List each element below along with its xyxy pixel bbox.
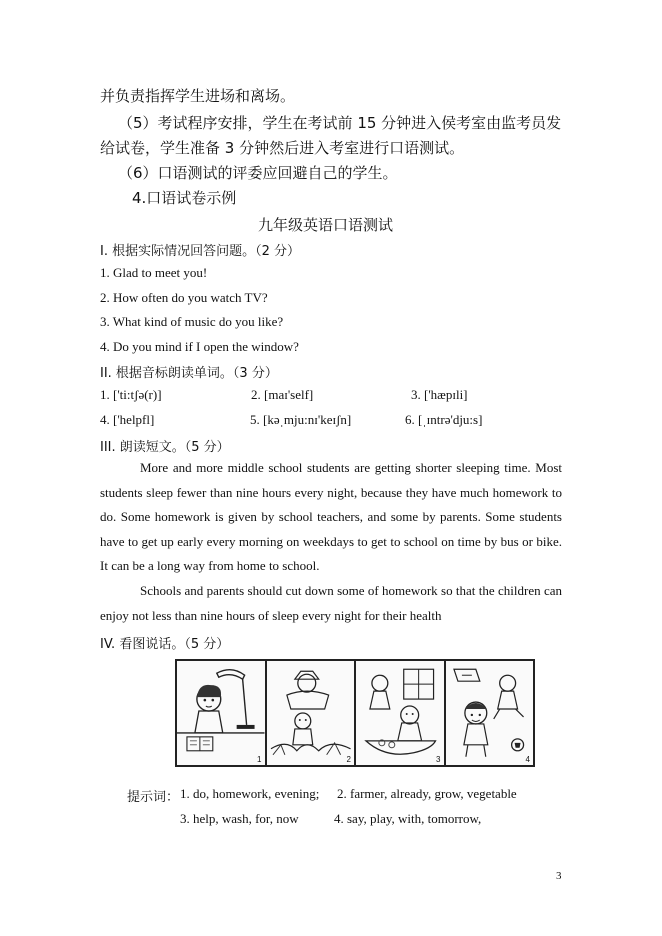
page-number: 3 [556, 870, 562, 882]
phonetic-word-2: 2. [maɪ'self] [251, 387, 314, 402]
question-1: 1. Glad to meet you! [100, 265, 208, 280]
panel-number: 3 [436, 755, 441, 764]
hint-2: 2. farmer, already, grow, vegetable [337, 786, 517, 801]
section-heading: 4.口语试卷示例 [132, 189, 237, 207]
washing-illustration [356, 661, 444, 765]
reading-passage [100, 456, 562, 628]
text-line: 并负责指挥学生进场和离场。 [100, 87, 296, 105]
section-1-heading: I. 根据实际情况回答问题。（2 分） [100, 244, 301, 259]
hint-3: 3. help, wash, for, now [180, 811, 299, 826]
hint-1: 1. do, homework, evening; [180, 786, 320, 801]
section-2-heading: II. 根据音标朗读单词。（3 分） [100, 366, 278, 381]
question-4: 4. Do you mind if I open the window? [100, 339, 299, 354]
panel-number: 1 [257, 755, 262, 764]
phonetic-word-3: 3. ['hæpɪli] [411, 387, 468, 402]
phonetic-word-6: 6. [ˌɪntrə'dju:s] [405, 412, 483, 427]
section-4-heading: IV. 看图说话。（5 分） [100, 637, 230, 652]
hint-label: 提示词： [127, 790, 180, 805]
exam-title: 九年级英语口语测试 [258, 216, 394, 234]
farmer-vegetable-illustration [267, 661, 355, 765]
hint-4: 4. say, play, with, tomorrow, [334, 811, 482, 826]
text-line: 给试卷，学生准备 3 分钟然后进入考室进行口语测试。 [100, 139, 465, 157]
picture-story-strip [175, 659, 535, 767]
picture-panel-3 [356, 661, 446, 765]
phonetic-word-1: 1. ['ti:tʃə(r)] [100, 387, 162, 402]
question-2: 2. How often do you watch TV? [100, 290, 268, 305]
text-line: （5）考试程序安排，学生在考试前 15 分钟进入侯考室由监考员发 [118, 114, 562, 132]
text-line: （6）口语测试的评委应回避自己的学生。 [118, 164, 398, 182]
phonetic-word-5: 5. [kəˌmju:nɪ'keɪʃn] [250, 412, 352, 427]
picture-panel-2 [267, 661, 357, 765]
passage-paragraph: More and more middle school students are getting shorter sleeping time. Most students sleep fewer than nine hours every night, because they have much homework to do. Some homework is given by school teachers, and some by parents. Some students have to get up early every morning on weekdays to get to school on time by bus or bike. It can be a long way from home to school. [100, 460, 562, 574]
panel-number: 4 [525, 755, 530, 764]
section-3-heading: III. 朗读短文。（5 分） [100, 440, 230, 455]
girl-homework-illustration [177, 661, 265, 765]
passage-paragraph: Schools and parents should cut down some of homework so that the children can enjoy not less than nine hours of sleep every night for their health [100, 582, 562, 623]
phonetic-word-4: 4. ['helpfl] [100, 412, 155, 427]
panel-number: 2 [346, 755, 351, 764]
question-3: 3. What kind of music do you like? [100, 314, 284, 329]
picture-panel-4 [446, 661, 534, 765]
football-illustration [446, 661, 534, 765]
picture-panel-1 [177, 661, 267, 765]
